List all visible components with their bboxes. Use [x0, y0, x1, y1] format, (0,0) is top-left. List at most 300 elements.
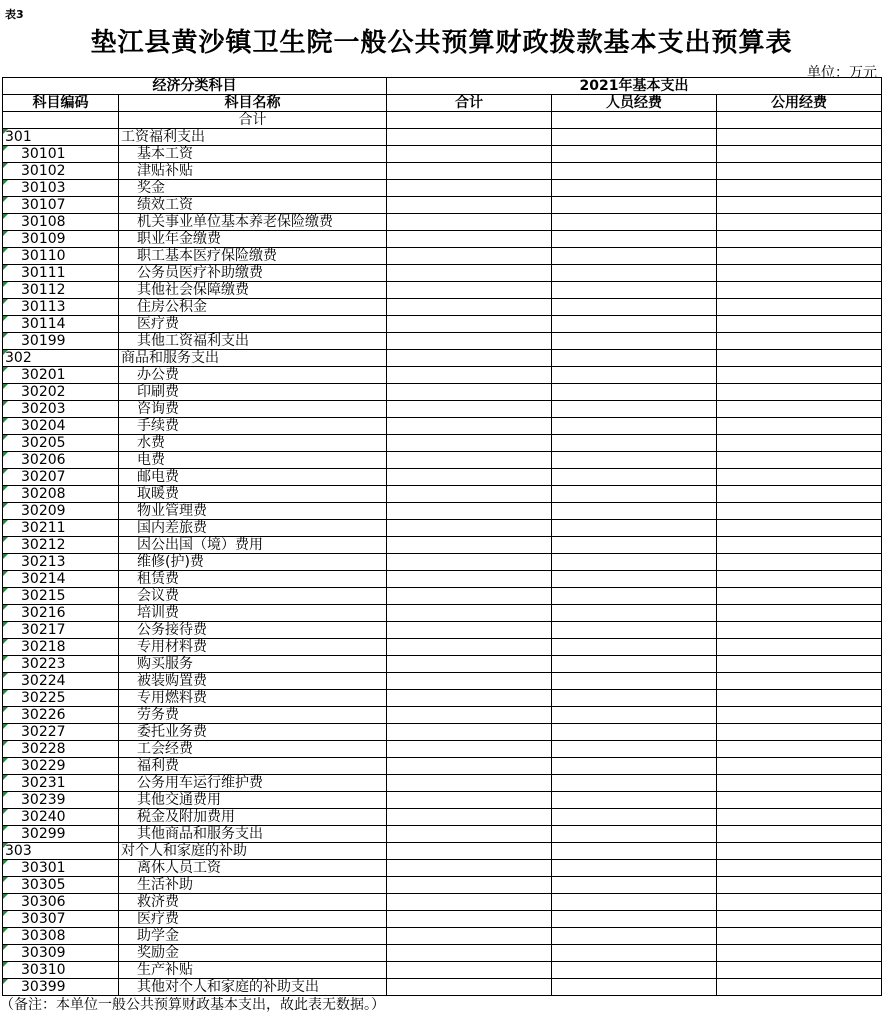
personnel-cell[interactable] [552, 265, 717, 282]
account-code-cell[interactable]: 30102 [3, 163, 119, 180]
public-cell[interactable] [717, 231, 882, 248]
table-row [3, 690, 882, 707]
account-code-cell[interactable]: 30306 [3, 894, 119, 911]
public-cell[interactable] [717, 197, 882, 214]
account-name-cell[interactable]: 租赁费 [119, 571, 387, 588]
public-cell[interactable] [717, 146, 882, 163]
account-code-cell[interactable]: 30113 [3, 299, 119, 316]
account-code-cell[interactable]: 30109 [3, 231, 119, 248]
account-code-cell[interactable]: 30110 [3, 248, 119, 265]
account-name-cell[interactable]: 救济费 [119, 894, 387, 911]
public-cell[interactable] [717, 792, 882, 809]
account-code-cell[interactable]: 30224 [3, 673, 119, 690]
account-code-cell[interactable]: 30239 [3, 792, 119, 809]
account-name-cell[interactable]: 劳务费 [119, 707, 387, 724]
personnel-cell[interactable] [552, 741, 717, 758]
account-name-cell[interactable]: 医疗费 [119, 316, 387, 333]
personnel-cell[interactable] [552, 146, 717, 163]
personnel-cell[interactable] [552, 129, 717, 146]
table-row [3, 537, 882, 554]
public-cell[interactable] [717, 180, 882, 197]
account-code-cell[interactable]: 30212 [3, 537, 119, 554]
total-cell[interactable] [387, 911, 552, 928]
total-cell[interactable] [387, 962, 552, 979]
public-cell[interactable] [717, 520, 882, 537]
total-cell[interactable] [387, 248, 552, 265]
account-code-cell[interactable]: 303 [3, 843, 119, 860]
total-cell[interactable] [387, 673, 552, 690]
table-row [3, 197, 882, 214]
public-cell[interactable] [717, 554, 882, 571]
account-code-cell[interactable]: 30214 [3, 571, 119, 588]
econ-class-header[interactable]: 经济分类科目 [3, 78, 387, 95]
account-code-cell[interactable]: 30223 [3, 656, 119, 673]
account-name-cell[interactable]: 绩效工资 [119, 197, 387, 214]
personnel-cell[interactable] [552, 809, 717, 826]
public-cell[interactable] [717, 503, 882, 520]
public-cell[interactable] [717, 860, 882, 877]
table-row [3, 673, 882, 690]
public-cell[interactable] [717, 809, 882, 826]
personnel-cell[interactable] [552, 333, 717, 350]
public-cell[interactable] [717, 945, 882, 962]
total-cell[interactable] [387, 622, 552, 639]
budget-table [2, 77, 882, 996]
table-row [3, 826, 882, 843]
personnel-cell[interactable] [552, 826, 717, 843]
table-row [3, 129, 882, 146]
personnel-cell[interactable] [552, 520, 717, 537]
account-code-cell[interactable]: 302 [3, 350, 119, 367]
table-row [3, 962, 882, 979]
public-cell[interactable] [717, 724, 882, 741]
table-row [3, 452, 882, 469]
account-code-cell[interactable]: 30305 [3, 877, 119, 894]
account-name-cell[interactable]: 机关事业单位基本养老保险缴费 [119, 214, 387, 231]
public-cell[interactable] [717, 775, 882, 792]
public-cell[interactable] [717, 877, 882, 894]
total-cell[interactable] [387, 418, 552, 435]
personnel-column-header[interactable]: 人员经费 [552, 95, 717, 112]
account-code-cell[interactable]: 30309 [3, 945, 119, 962]
account-code-cell[interactable]: 30211 [3, 520, 119, 537]
account-code-cell[interactable]: 30216 [3, 605, 119, 622]
account-name-cell[interactable]: 福利费 [119, 758, 387, 775]
personnel-cell[interactable] [552, 282, 717, 299]
public-cell[interactable] [717, 316, 882, 333]
account-name-cell[interactable]: 咨询费 [119, 401, 387, 418]
account-name-cell[interactable]: 其他社会保障缴费 [119, 282, 387, 299]
public-cell[interactable] [717, 265, 882, 282]
account-name-cell[interactable]: 邮电费 [119, 469, 387, 486]
personnel-cell[interactable] [552, 248, 717, 265]
public-cell[interactable] [717, 163, 882, 180]
personnel-cell[interactable] [552, 588, 717, 605]
account-code-cell[interactable]: 30215 [3, 588, 119, 605]
account-code-cell[interactable]: 301 [3, 129, 119, 146]
total-cell[interactable] [387, 588, 552, 605]
personnel-cell[interactable] [552, 962, 717, 979]
account-name-cell[interactable]: 专用燃料费 [119, 690, 387, 707]
code-column-header[interactable]: 科目编码 [3, 95, 119, 112]
public-cell[interactable] [717, 333, 882, 350]
account-code-cell[interactable]: 30111 [3, 265, 119, 282]
total-cell[interactable] [387, 367, 552, 384]
table-row [3, 894, 882, 911]
personnel-cell[interactable] [552, 452, 717, 469]
account-name-cell[interactable]: 离休人员工资 [119, 860, 387, 877]
table-row [3, 282, 882, 299]
personnel-cell[interactable] [552, 792, 717, 809]
total-cell[interactable] [387, 656, 552, 673]
account-name-cell[interactable]: 生活补助 [119, 877, 387, 894]
public-cell[interactable] [717, 758, 882, 775]
public-cell[interactable] [717, 418, 882, 435]
total-cell[interactable] [387, 503, 552, 520]
account-code-cell[interactable]: 30307 [3, 911, 119, 928]
account-name-cell[interactable]: 维修(护)费 [119, 554, 387, 571]
account-name-cell[interactable]: 培训费 [119, 605, 387, 622]
account-code-cell[interactable]: 30240 [3, 809, 119, 826]
account-code-cell[interactable]: 30101 [3, 146, 119, 163]
total-cell[interactable] [387, 163, 552, 180]
public-cell[interactable] [717, 452, 882, 469]
total-column-header[interactable]: 合计 [387, 95, 552, 112]
public-cell[interactable] [717, 843, 882, 860]
account-code-cell[interactable]: 30229 [3, 758, 119, 775]
public-cell[interactable] [717, 214, 882, 231]
public-cell[interactable] [717, 690, 882, 707]
account-name-cell[interactable]: 国内差旅费 [119, 520, 387, 537]
account-code-cell[interactable]: 30199 [3, 333, 119, 350]
account-name-cell[interactable]: 物业管理费 [119, 503, 387, 520]
total-cell[interactable] [387, 809, 552, 826]
public-cell[interactable] [717, 639, 882, 656]
public-cell[interactable] [717, 367, 882, 384]
account-name-cell[interactable]: 因公出国（境）费用 [119, 537, 387, 554]
public-cell[interactable] [717, 282, 882, 299]
total-cell[interactable] [387, 384, 552, 401]
account-name-cell[interactable]: 津贴补贴 [119, 163, 387, 180]
table-row [3, 486, 882, 503]
account-name-cell[interactable]: 奖金 [119, 180, 387, 197]
total-cell[interactable] [387, 775, 552, 792]
account-name-cell[interactable]: 委托业务费 [119, 724, 387, 741]
public-cell[interactable] [717, 928, 882, 945]
personnel-cell[interactable] [552, 707, 717, 724]
personnel-cell[interactable] [552, 860, 717, 877]
account-name-cell[interactable]: 公务员医疗补助缴费 [119, 265, 387, 282]
total-cell[interactable] [387, 401, 552, 418]
personnel-cell[interactable] [552, 163, 717, 180]
total-cell[interactable] [387, 129, 552, 146]
total-cell[interactable] [387, 928, 552, 945]
personnel-cell[interactable] [552, 350, 717, 367]
personnel-cell[interactable] [552, 537, 717, 554]
personnel-cell[interactable] [552, 928, 717, 945]
personnel-cell[interactable] [552, 758, 717, 775]
public-cell[interactable] [717, 826, 882, 843]
account-code-cell[interactable]: 30213 [3, 554, 119, 571]
personnel-cell[interactable] [552, 877, 717, 894]
account-name-cell[interactable]: 手续费 [119, 418, 387, 435]
account-code-cell[interactable]: 30204 [3, 418, 119, 435]
account-name-cell[interactable]: 其他商品和服务支出 [119, 826, 387, 843]
account-code-cell[interactable]: 30114 [3, 316, 119, 333]
account-name-cell[interactable]: 电费 [119, 452, 387, 469]
total-cell[interactable] [387, 486, 552, 503]
personnel-cell[interactable] [552, 639, 717, 656]
table-row [3, 945, 882, 962]
account-code-cell[interactable]: 30209 [3, 503, 119, 520]
account-code-cell[interactable]: 30207 [3, 469, 119, 486]
public-cell[interactable] [717, 129, 882, 146]
personnel-cell[interactable] [552, 690, 717, 707]
personnel-cell[interactable] [552, 418, 717, 435]
total-cell[interactable] [387, 707, 552, 724]
table-row [3, 707, 882, 724]
account-name-cell[interactable]: 医疗费 [119, 911, 387, 928]
total-cell[interactable] [387, 639, 552, 656]
account-code-cell[interactable]: 30202 [3, 384, 119, 401]
total-cell[interactable] [387, 520, 552, 537]
public-cell[interactable] [717, 588, 882, 605]
account-name-cell[interactable]: 住房公积金 [119, 299, 387, 316]
account-code-cell[interactable]: 30203 [3, 401, 119, 418]
account-name-cell[interactable]: 其他对个人和家庭的补助支出 [119, 979, 387, 996]
total-cell[interactable] [387, 554, 552, 571]
table-row [3, 571, 882, 588]
account-name-cell[interactable]: 商品和服务支出 [119, 350, 387, 367]
account-name-cell[interactable]: 对个人和家庭的补助 [119, 843, 387, 860]
account-name-cell[interactable]: 会议费 [119, 588, 387, 605]
account-name-cell[interactable]: 办公费 [119, 367, 387, 384]
total-cell[interactable] [387, 231, 552, 248]
sheet-label: 表3 [5, 8, 24, 21]
personnel-cell[interactable] [552, 979, 717, 996]
account-name-cell[interactable]: 助学金 [119, 928, 387, 945]
account-name-cell[interactable]: 职业年金缴费 [119, 231, 387, 248]
personnel-cell[interactable] [552, 486, 717, 503]
table-row [3, 639, 882, 656]
table-row [3, 741, 882, 758]
public-cell[interactable] [717, 248, 882, 265]
personnel-cell[interactable] [552, 605, 717, 622]
table-row [3, 350, 882, 367]
account-code-cell[interactable]: 30399 [3, 979, 119, 996]
public-cell[interactable] [717, 486, 882, 503]
account-name-cell[interactable]: 基本工资 [119, 146, 387, 163]
table-row [3, 860, 882, 877]
personnel-cell[interactable] [552, 231, 717, 248]
total-cell[interactable] [387, 979, 552, 996]
account-code-cell[interactable]: 30107 [3, 197, 119, 214]
account-code-cell[interactable]: 30217 [3, 622, 119, 639]
total-cell[interactable] [387, 758, 552, 775]
account-name-cell[interactable]: 工会经费 [119, 741, 387, 758]
public-cell[interactable] [717, 656, 882, 673]
account-name-cell[interactable]: 公务接待费 [119, 622, 387, 639]
account-name-cell[interactable]: 购买服务 [119, 656, 387, 673]
account-name-cell[interactable]: 专用材料费 [119, 639, 387, 656]
personnel-cell[interactable] [552, 469, 717, 486]
personnel-cell[interactable] [552, 775, 717, 792]
account-name-cell[interactable]: 取暖费 [119, 486, 387, 503]
account-name-cell[interactable]: 税金及附加费用 [119, 809, 387, 826]
personnel-cell[interactable] [552, 673, 717, 690]
account-name-cell[interactable]: 水费 [119, 435, 387, 452]
personnel-cell[interactable] [552, 435, 717, 452]
total-cell[interactable] [387, 180, 552, 197]
total-cell[interactable] [387, 894, 552, 911]
total-cell[interactable] [387, 605, 552, 622]
account-code-cell[interactable]: 30228 [3, 741, 119, 758]
personnel-cell[interactable] [552, 571, 717, 588]
personnel-cell[interactable] [552, 180, 717, 197]
total-row-public-cell[interactable] [717, 112, 882, 129]
account-name-cell[interactable]: 被装购置费 [119, 673, 387, 690]
year-expense-header[interactable]: 2021年基本支出 [387, 78, 882, 95]
public-cell[interactable] [717, 911, 882, 928]
public-cell[interactable] [717, 605, 882, 622]
personnel-cell[interactable] [552, 894, 717, 911]
table-row [3, 605, 882, 622]
personnel-cell[interactable] [552, 843, 717, 860]
total-cell[interactable] [387, 945, 552, 962]
account-code-cell[interactable]: 30310 [3, 962, 119, 979]
total-cell[interactable] [387, 690, 552, 707]
total-cell[interactable] [387, 265, 552, 282]
total-row-total-cell[interactable] [387, 112, 552, 129]
personnel-cell[interactable] [552, 401, 717, 418]
account-code-cell[interactable]: 30206 [3, 452, 119, 469]
public-cell[interactable] [717, 979, 882, 996]
total-cell[interactable] [387, 299, 552, 316]
personnel-cell[interactable] [552, 316, 717, 333]
personnel-cell[interactable] [552, 214, 717, 231]
total-row [3, 112, 882, 129]
personnel-cell[interactable] [552, 945, 717, 962]
total-row-label[interactable]: 合计 [119, 112, 387, 129]
account-code-cell[interactable]: 30108 [3, 214, 119, 231]
total-cell[interactable] [387, 843, 552, 860]
personnel-cell[interactable] [552, 911, 717, 928]
account-code-cell[interactable]: 30227 [3, 724, 119, 741]
total-row-personnel-cell[interactable] [552, 112, 717, 129]
public-cell[interactable] [717, 384, 882, 401]
public-cell[interactable] [717, 894, 882, 911]
personnel-cell[interactable] [552, 554, 717, 571]
table-row [3, 367, 882, 384]
total-cell[interactable] [387, 146, 552, 163]
account-name-cell[interactable]: 公务用车运行维护费 [119, 775, 387, 792]
public-cell[interactable] [717, 401, 882, 418]
account-code-cell[interactable]: 30299 [3, 826, 119, 843]
total-row-code-cell[interactable] [3, 112, 119, 129]
total-cell[interactable] [387, 792, 552, 809]
public-cell[interactable] [717, 962, 882, 979]
public-cell[interactable] [717, 741, 882, 758]
personnel-cell[interactable] [552, 367, 717, 384]
total-cell[interactable] [387, 350, 552, 367]
total-cell[interactable] [387, 282, 552, 299]
table-row [3, 180, 882, 197]
total-cell[interactable] [387, 741, 552, 758]
table-row [3, 911, 882, 928]
account-code-cell[interactable]: 30226 [3, 707, 119, 724]
total-cell[interactable] [387, 571, 552, 588]
table-row [3, 724, 882, 741]
public-cell[interactable] [717, 622, 882, 639]
public-cell[interactable] [717, 673, 882, 690]
total-cell[interactable] [387, 537, 552, 554]
personnel-cell[interactable] [552, 197, 717, 214]
table-row [3, 248, 882, 265]
account-name-cell[interactable]: 奖励金 [119, 945, 387, 962]
personnel-cell[interactable] [552, 622, 717, 639]
table-row [3, 877, 882, 894]
account-name-cell[interactable]: 职工基本医疗保险缴费 [119, 248, 387, 265]
total-cell[interactable] [387, 435, 552, 452]
total-cell[interactable] [387, 214, 552, 231]
public-cell[interactable] [717, 435, 882, 452]
account-code-cell[interactable]: 30112 [3, 282, 119, 299]
total-cell[interactable] [387, 452, 552, 469]
personnel-cell[interactable] [552, 656, 717, 673]
account-name-cell[interactable]: 印刷费 [119, 384, 387, 401]
public-cell[interactable] [717, 469, 882, 486]
account-code-cell[interactable]: 30225 [3, 690, 119, 707]
account-code-cell[interactable]: 30201 [3, 367, 119, 384]
personnel-cell[interactable] [552, 299, 717, 316]
total-cell[interactable] [387, 860, 552, 877]
public-cell[interactable] [717, 707, 882, 724]
account-code-cell[interactable]: 30301 [3, 860, 119, 877]
total-cell[interactable] [387, 197, 552, 214]
public-cell[interactable] [717, 299, 882, 316]
account-code-cell[interactable]: 30231 [3, 775, 119, 792]
personnel-cell[interactable] [552, 384, 717, 401]
account-name-cell[interactable]: 其他交通费用 [119, 792, 387, 809]
personnel-cell[interactable] [552, 503, 717, 520]
total-cell[interactable] [387, 724, 552, 741]
public-column-header[interactable]: 公用经费 [717, 95, 882, 112]
total-cell[interactable] [387, 333, 552, 350]
account-code-cell[interactable]: 30205 [3, 435, 119, 452]
account-code-cell[interactable]: 30218 [3, 639, 119, 656]
total-cell[interactable] [387, 316, 552, 333]
public-cell[interactable] [717, 350, 882, 367]
public-cell[interactable] [717, 571, 882, 588]
account-name-cell[interactable]: 其他工资福利支出 [119, 333, 387, 350]
public-cell[interactable] [717, 537, 882, 554]
footnote: （备注：本单位一般公共预算财政基本支出，故此表无数据。） [0, 997, 385, 1013]
total-cell[interactable] [387, 877, 552, 894]
account-name-cell[interactable]: 工资福利支出 [119, 129, 387, 146]
table-row [3, 435, 882, 452]
table-row [3, 928, 882, 945]
page-title: 垫江县黄沙镇卫生院一般公共预算财政拨款基本支出预算表 [90, 28, 793, 58]
personnel-cell[interactable] [552, 724, 717, 741]
total-cell[interactable] [387, 469, 552, 486]
account-code-cell[interactable]: 30103 [3, 180, 119, 197]
account-code-cell[interactable]: 30208 [3, 486, 119, 503]
name-column-header[interactable]: 科目名称 [119, 95, 387, 112]
account-name-cell[interactable]: 生产补贴 [119, 962, 387, 979]
table-row [3, 146, 882, 163]
total-cell[interactable] [387, 826, 552, 843]
account-code-cell[interactable]: 30308 [3, 928, 119, 945]
